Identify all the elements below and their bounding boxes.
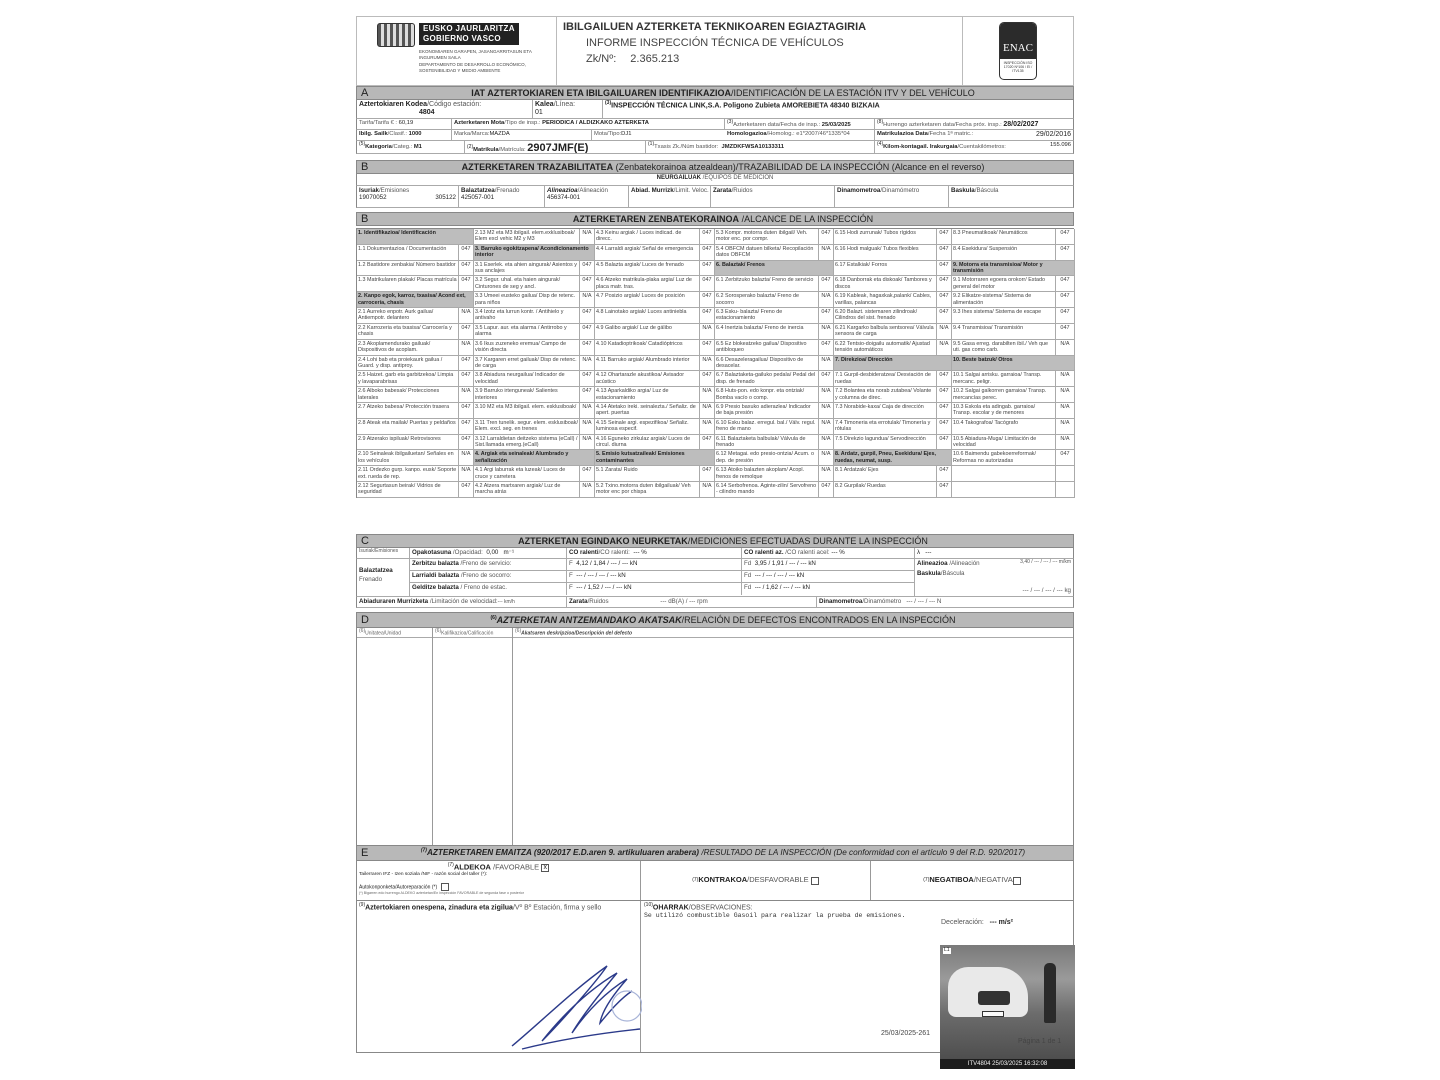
scope-item-result: N/A: [580, 229, 595, 245]
scope-item-result: 047: [459, 356, 474, 372]
scope-item-result: N/A: [819, 387, 834, 403]
scope-item-label: 4.15 Seinale argi. espezifikoa/ Señaliz. luminosa especif.: [595, 419, 700, 435]
vin-number: JMZDKFWSA10133311: [721, 143, 784, 150]
vehicle-brand: MAZDA: [489, 131, 510, 137]
defects-table: (6)Unitatea/Unidad (6)Kalifikazioa/Calificación (6)Akatsaren deskripzioa/Descripción del defecto: [356, 628, 1074, 845]
scope-section-header: 1. Identifikazioa/ Identificación: [357, 229, 474, 245]
scope-item-label: 4.6 Atzeko matrikula-plaka argia/ Luz de placa matr. tras.: [595, 276, 700, 292]
license-plate: 2907JMF(E): [527, 142, 589, 153]
scope-item-label: 2.4 Lohi bab eta proiekaurk gailua / Guard. y disp. antiproy.: [357, 356, 459, 372]
equip-noise: Zarata/Ruidos: [711, 186, 835, 207]
scope-item-label: 7.1 Gurpil-desbideratzea/ Desviación de ruedas: [834, 371, 937, 387]
scope-item-label: 9.3 Ihes sistema/ Sistema de escape: [952, 308, 1056, 324]
alignment-value: 3,40 / --- / --- / --- m/km: [1020, 559, 1071, 565]
emissions-row: Isuriak/Emisiones Opakotasuna /Opacidad: 0,00 m⁻¹ CO ralenti/CO ralenti: --- % CO ralenti az. /CO ralenti acel: --- % λ ---: [356, 548, 1074, 559]
scope-item-result: 047: [819, 482, 834, 498]
scope-item-label: 3.6 Ikus zuzeneko eremua/ Campo de visión directa: [474, 340, 580, 356]
id-row: (5)Kategoria/Categ.: M1 (2)Matrikula/Matrícula: 2907JMF(E) (1)Txasis Zk./Núm bastidor: JMZDKFWSA10133311 (4)Kilom-kontagail. Irakurgaia/Cuentakilómetros: 155.096: [356, 141, 1074, 154]
inspection-date: 25/03/2025: [821, 121, 851, 128]
scope-item-result: 047: [819, 276, 834, 292]
scope-item-label: 8.3 Pneumatikoak/ Neumáticos: [952, 229, 1056, 245]
scope-item-result: 047: [580, 308, 595, 324]
scope-item-result: N/A: [1056, 387, 1075, 403]
scope-item-label: 10.2 Salgai galkorren garraioa/ Transp. mercancías perec.: [952, 387, 1056, 403]
page-number: Página 1 de 1: [1018, 1038, 1062, 1045]
equipment-row: [356, 186, 1074, 208]
scope-item-result: 047: [700, 371, 715, 387]
co-idle-value: --- %: [633, 549, 647, 556]
scope-item-result: 047: [459, 435, 474, 451]
scope-section-header: 9. Motorra eta transmisioa/ Motor y transmisión: [952, 261, 1075, 277]
scope-item-label: 6.3 Esku- balazta/ Freno de estacionamiento: [715, 308, 819, 324]
emergency-brake-force: --- / --- / --- / --- kN: [576, 572, 626, 579]
scope-item-label: 6.17 Estalkiak/ Forros: [834, 261, 937, 277]
section-a-header: A IAT AZTERTOKIAREN ETA IBILGAILUAREN IDENTIFIKAZIOA/IDENTIFICACIÓN DE LA ESTACIÓN ITV Y DEL VEHÍCULO: [356, 86, 1074, 100]
scope-item-result: N/A: [580, 292, 595, 308]
scope-item-label: 6.19 Kableak, hagaxkak,palank/ Cables, varillas, palancas: [834, 292, 937, 308]
result-unfavorable: (7) KONTRAKOA /DESFAVORABLE: [641, 861, 871, 900]
negative-checkbox[interactable]: [1013, 877, 1021, 885]
scope-item-result: 047: [1056, 229, 1075, 245]
scope-item-label: 3.4 Izotz eta lurrun kontr. / Antihielo y antivaho: [474, 308, 580, 324]
scope-item-result: N/A: [700, 387, 715, 403]
scope-item-label: 2.5 Haizet. garb eta garbitzekoa/ Limpia y lavaparabrisas: [357, 371, 459, 387]
scope-item-result: [1056, 466, 1075, 482]
gov-name: EUSKO JAURLARITZA GOBIERNO VASCO: [419, 23, 519, 45]
equip-dynamometer: Dinamometroa/Dinamómetro: [835, 186, 949, 207]
scope-item-label: 6.12 Metagai. edo presio-ontzia/ Acum. o dep. de presión: [715, 450, 819, 466]
scope-item-label: 2.12 Segurtasun beirak/ Vidrios de seguridad: [357, 482, 459, 498]
equip-alignment: Alineazioa/Alineación 456374-001: [545, 186, 629, 207]
observations-box: $^{(10)}$OHARRAK/OBSERVACIONES: Se utilizó combustible Gasoil para realizar la prueba de emisiones. Deceleración: --- m/s²: [644, 902, 1013, 926]
scope-item-label: 6.13 Atoiko balazten akoplam/ Acopl. frenos de remolque: [715, 466, 819, 482]
scope-item-label: 5.4 OBFCM datuen bilketa/ Recopilación datos OBFCM: [715, 245, 819, 261]
scope-item-label: 2.7 Atzeko babesa/ Protección trasera: [357, 403, 459, 419]
scope-item-label: 2.8 Ateak eta mailak/ Puertas y peldaños: [357, 419, 459, 435]
scope-item-label: 1.2 Bastidore zenbakia/ Número bastidor: [357, 261, 459, 277]
scope-item-label: 6.21 Kargarko balbula sentsorea/ Válvula sensora de carga: [834, 324, 937, 340]
scope-item-result: 047: [580, 261, 595, 277]
equip-speed-limit: Abiad. Murrizk/Limit. Veloc.: [629, 186, 711, 207]
scope-item-label: 3.8 Abiadura neurgailua/ Indicador de velocidad: [474, 371, 580, 387]
scope-item-label: 4.5 Balazta argiak/ Luces de frenado: [595, 261, 700, 277]
title-basque: IBILGAILUEN AZTERKETA TEKNIKOAREN EGIAZTAGIRIA: [563, 21, 867, 33]
scope-item-label: 4.2 Atzera martxaren argiak/ Luz de marcha atrás: [474, 482, 580, 498]
scope-item-label: 2.3 Akoplamendurako gailuak/ Dispositivos de acoplam.: [357, 340, 459, 356]
scope-item-label: 9.1 Motorraren egoera orokorr/ Estado general del motor: [952, 276, 1056, 292]
scope-item-result: 047: [1056, 450, 1075, 466]
parking-brake-force: --- / 1,52 / --- / --- kN: [576, 584, 632, 591]
basque-government-logo: [357, 17, 557, 85]
scope-item-label: 1.1 Dokumentazioa / Documentación: [357, 245, 459, 261]
scope-item-result: 047: [459, 245, 474, 261]
scope-item-label: 2.9 Atzerako ispiluak/ Retrovisores: [357, 435, 459, 451]
scope-item-label: 6.20 Balazt. sistemaren zilindroak/ Cilindros del sist. frenado: [834, 308, 937, 324]
scale-value: --- / --- / --- / --- kg: [1022, 586, 1071, 594]
scope-item-result: 047: [937, 435, 952, 451]
scope-item-label: 9.5 Gasa erreg. darabilten ibil./ Veh que uti. gas como carb.: [952, 340, 1056, 356]
scope-item-label: 6.9 Presio baxuko adierazlea/ Indicador de baja presión: [715, 403, 819, 419]
opacity-value: 0,00: [486, 549, 499, 556]
scope-item-result: N/A: [819, 292, 834, 308]
enac-logo-icon: ENAC INSPECCIÓN ISO 17020 Nº106 / EI / ITV135: [999, 22, 1037, 80]
scope-item-result: 047: [819, 340, 834, 356]
parking-brake-imbalance: --- / 1,62 / --- / --- kN: [754, 584, 811, 591]
scope-item-label: 6.7 Balaztaketa-gailuko pedala/ Pedal del disp. de frenado: [715, 371, 819, 387]
vehicle-type: DJ1: [621, 131, 632, 137]
station-row: [356, 100, 1074, 119]
enac-badge: [963, 17, 1073, 85]
homologation: e1*2007/46*1335*04: [796, 131, 850, 137]
scope-item-result: N/A: [580, 419, 595, 435]
line-number: 01: [535, 109, 543, 117]
scope-item-label: 7.2 Bolantea eta norab zutabea/ Volante y columna de direc.: [834, 387, 937, 403]
scope-item-result: 047: [700, 229, 715, 245]
scope-item-label: 2.11 Ordezko gurp. kanpo. eusk/ Soporte ext. rueda de rep.: [357, 466, 459, 482]
scope-item-label: 10.5 Abiadura-Muga/ Limitación de velocidad: [952, 435, 1056, 451]
signature-icon: [502, 961, 642, 1051]
scope-item-result: 047: [937, 261, 952, 277]
deceleration: Deceleración: --- m/s²: [941, 919, 1013, 926]
scope-item-result: N/A: [819, 450, 834, 466]
scope-item-label: 6.4 Inertzia balazta/ Freno de inercia: [715, 324, 819, 340]
scope-item-result: N/A: [700, 356, 715, 372]
scope-item-result: 047: [1056, 324, 1075, 340]
scope-item-result: 047: [459, 482, 474, 498]
scope-item-result: N/A: [459, 308, 474, 324]
favorable-checkbox[interactable]: x: [541, 864, 549, 872]
scope-item-result: N/A: [819, 356, 834, 372]
scope-item-result: 047: [700, 466, 715, 482]
scope-section-header: 6. Balaztak/ Frenos: [715, 261, 834, 277]
alignment-row: Alineazioa /Alineación 3,40 / --- / --- / --- m/km: [917, 559, 1071, 567]
scope-item-result: 047: [1056, 245, 1075, 261]
scope-item-label: 4.11 Barruko argiak/ Alumbrado interior: [595, 356, 700, 372]
vehicle-category: M1: [413, 143, 422, 150]
scope-item-result: N/A: [1056, 403, 1075, 419]
scope-item-label: 4.16 Eguneko zirkulaz argiak/ Luces de circul. diurna: [595, 435, 700, 451]
scope-item-label: 4.8 Lainotako argiak/ Luces antiniebla: [595, 308, 700, 324]
equipment-title-row: NEURGAILUAK /EQUIPOS DE MEDICIÓN: [356, 174, 1074, 186]
registration-date: 29/02/2016: [1035, 131, 1071, 138]
scope-item-result: 047: [937, 229, 952, 245]
lane-label: L1: [944, 947, 950, 953]
scope-item-label: 6.22 Tentsio-doigailu automatik/ Ajustad tensión automáticos: [834, 340, 937, 356]
scope-item-result: 047: [459, 371, 474, 387]
scope-item-label: 3.3 Umeei eusteko gailua/ Disp de retenc. para niños: [474, 292, 580, 308]
scope-item-result: 047: [700, 308, 715, 324]
scope-item-result: 047: [580, 340, 595, 356]
scope-item-label: 10.3 Eskola eta adingab. garraioa/ Transp. escolar y de menores: [952, 403, 1056, 419]
scope-item-label: 9.4 Transmisioa/ Transmisión: [952, 324, 1056, 340]
scope-item-label: 2.13 M2 eta M3 ibilgail. elem.exklusiboak/ Elem excl vehic M2 y M3: [474, 229, 580, 245]
scope-item-label: 4.4 Larraldi argiak/ Señal de emergencia: [595, 245, 700, 261]
scope-item-result: 047: [1056, 308, 1075, 324]
scope-item-result: N/A: [819, 403, 834, 419]
scope-item-label: 2.10 Seinaleak ibilgailuetan/ Señales en los vehículos: [357, 450, 459, 466]
scope-item-result: 047: [700, 261, 715, 277]
scope-item-result: N/A: [1056, 435, 1075, 451]
scope-item-label: 3.2 Segur. uhal. eta haien aingurak/ Cinturones de seg y ancl.: [474, 276, 580, 292]
scope-item-label: 7.3 Norabide-kaxa/ Caja de dirección: [834, 403, 937, 419]
signature-box: $^{(9)}$Aztertokiaren onespena, zinadura eta zigilua/Vº Bº Estación, firma y sello: [357, 901, 641, 1052]
scope-item-label: 8.1 Ardatzak/ Ejes: [834, 466, 937, 482]
scope-item-result: 047: [819, 371, 834, 387]
scope-item-result: 047: [580, 387, 595, 403]
observations-text: Se utilizó combustible Gasoil para realizar la prueba de emisiones.: [644, 912, 906, 920]
scope-item-result: N/A: [580, 356, 595, 372]
scope-item-result: 047: [1056, 276, 1075, 292]
scope-item-result: 047: [937, 419, 952, 435]
scope-item-label: 2.6 Alboko babesak/ Protecciones laterales: [357, 387, 459, 403]
scope-item-result: 047: [700, 276, 715, 292]
lambda-value: ---: [925, 549, 932, 556]
scope-item-result: 047: [937, 482, 952, 498]
report-number: Zk/Nº: 2.365.213: [586, 53, 680, 66]
scope-item-label: 1.3 Matrikularen plakak/ Placas matrícula: [357, 276, 459, 292]
braking-block: Balaztatzea Frenado Zerbitzu balazta /Freno de servicio: F 4,12 / 1,84 / --- / --- kN Fd 3,95 / 1,91 / --- / --- kN Larrialdi balazta /Freno de socorro: F --- / --- / --- / --- kN Fd --- / --- / --- / --- kN Gelditze balazta / Freno de estac. F --- / 1,52 / --- / --- kN Fd --- / 1,62 / --- / --- kN Alineazioa /Alineación 3,40 / --- / --- / --- m/km Baskula/Báscula --- / --- / --- / --- kg: [356, 559, 1074, 597]
inspection-row: Tarifa/Tarifa € : 60,19 Azterketaren Mota/Tipo de insp.: PERIODICA / ALDIZKAKO AZTERKETA (3)Azterketaren data/Fecha de insp.: 25/03/2025 (8)Hurrengo azterketaren data/Fecha próx. insp.: 28/02/2027: [356, 119, 1074, 130]
scope-section-header: 8. Ardatz, gurpil, Pneu, Esekidura/ Ejes, ruedas, neumat, susp.: [834, 450, 952, 466]
station-code: 4804: [419, 109, 435, 117]
scope-item-result: 047: [937, 371, 952, 387]
scope-item-label: 6.14 Serbofrenoa. Agintе-zilin/ Servofreno - cilindro mando: [715, 482, 819, 498]
self-repair-checkbox[interactable]: [441, 883, 449, 891]
noise-value: --- dB(A) / --- rpm: [660, 598, 708, 605]
scope-item-label: 2.1 Aurreko enpotr. Aurk gailua/ Antiempotr. delantero: [357, 308, 459, 324]
equip-scale: Baskula/Báscula: [951, 187, 999, 194]
scope-item-label: 4.3 Keinu argiak / Luces indicad. de direcc.: [595, 229, 700, 245]
scope-item-label: 6.10 Esku balaz. erregul. bal./ Válv. regul. freno de mano: [715, 419, 819, 435]
scope-item-result: 047: [937, 403, 952, 419]
scope-section-header: 10. Beste batzuk/ Otros: [952, 356, 1075, 372]
station-code-cell: Aztertokiaren Kodea/Código estación: 4804: [357, 100, 533, 118]
scope-item-result: N/A: [459, 340, 474, 356]
scope-item-result: N/A: [937, 340, 952, 356]
scope-item-result: N/A: [819, 245, 834, 261]
scope-item-result: N/A: [1056, 371, 1075, 387]
scope-item-label: 4.1 Argi laburrak eta luzeak/ Luces de cruce y carretera: [474, 466, 580, 482]
scope-item-label: 6.1 Zerbitzuko balazta/ Freno de servicio: [715, 276, 819, 292]
section-c-header: C AZTERKETAN EGINDAKO NEURKETAK/MEDICIONES EFECTUADAS DURANTE LA INSPECCIÓN: [356, 534, 1074, 548]
scope-item-label: 3.11 Tren tunelik. segur. elem. esklusiboak/ Elem. excl. seg. en trenes: [474, 419, 580, 435]
equip-emissions: Isuriak/Emisiones 19070052 305122: [357, 186, 459, 207]
scope-item-result: N/A: [700, 403, 715, 419]
scope-item-result: N/A: [459, 387, 474, 403]
scope-item-label: 9.2 Elikatze-sistema/ Sistema de alimentación: [952, 292, 1056, 308]
scope-item-result: N/A: [700, 482, 715, 498]
scope-item-label: 5.2 Txino.motorra duten ibilgailuak/ Veh motor enc por chispa: [595, 482, 700, 498]
scope-item-result: 047: [700, 435, 715, 451]
scope-item-result: N/A: [700, 324, 715, 340]
emergency-brake-row: Larrialdi balazta /Freno de socorro: F --- / --- / --- / --- kN Fd --- / --- / --- / --- kN: [410, 571, 914, 583]
scope-item-label: 3.10 M2 eta M3 ibilgail. elem. esklusiboak/: [474, 403, 580, 419]
section-b-scope-header: B AZTERKETAREN ZENBATEKORAINOA /ALCANCE DE LA INSPECCIÓN: [356, 212, 1074, 226]
next-inspection-date: 28/02/2027: [1003, 120, 1039, 128]
inspection-report: [356, 16, 1074, 1067]
scope-item-result: 047: [700, 340, 715, 356]
photo-timestamp: ITV4804 25/03/2025 16:32:08: [940, 1059, 1075, 1069]
scope-item-result: 047: [819, 229, 834, 245]
scope-item-label: 5.3 Kompr. motorra duten ibilgail/ Veh. motor enc. por compr.: [715, 229, 819, 245]
scope-item-result: 047: [580, 466, 595, 482]
scope-item-result: 047: [937, 466, 952, 482]
scope-item-label: 6.6 Desazeleragailua/ Dispositivo de desacelar.: [715, 356, 819, 372]
scope-item-label: [952, 466, 1056, 482]
speed-limit-value: --- km/h: [497, 599, 515, 605]
scope-item-result: N/A: [1056, 419, 1075, 435]
inspection-scope-grid: [356, 228, 1074, 498]
scope-item-result: N/A: [700, 419, 715, 435]
scope-item-result: N/A: [580, 403, 595, 419]
scope-item-result: N/A: [819, 419, 834, 435]
scope-item-result: 047: [459, 419, 474, 435]
service-brake-force: 4,12 / 1,84 / --- / --- kN: [576, 560, 638, 567]
scope-section-header: 5. Emisio kutsatzaileak/ Emisiones contaminantes: [595, 450, 715, 466]
scope-item-label: 6.11 Balaztaketa balbulak/ Válvula de frenado: [715, 435, 819, 451]
gov-department: EKONOMIAREN GARAPEN, JASANGARRITASUN ETA INGURUMEN SAILA DEPARTAMENTO DE DESARROLLO ECONÓMICO, SOSTENIBILIDAD Y MEDIO AMBIENTE: [419, 49, 532, 73]
scope-item-result: 047: [700, 245, 715, 261]
scope-item-label: 6.2 Sorosperako balazta/ Freno de socorro: [715, 292, 819, 308]
scope-item-result: N/A: [1056, 340, 1075, 356]
scope-item-result: N/A: [937, 324, 952, 340]
scope-item-result: [1056, 482, 1075, 498]
scope-item-result: N/A: [580, 435, 595, 451]
scope-item-result: 047: [580, 324, 595, 340]
scope-item-label: 4.10 Katadioptrikoak/ Catadióptricos: [595, 340, 700, 356]
coat-of-arms-icon: [377, 23, 415, 47]
scope-item-result: 047: [937, 276, 952, 292]
scope-item-result: N/A: [819, 324, 834, 340]
scope-item-label: 3.1 Eserlek. eta ahien aingurak/ Asientos y sus anclajes: [474, 261, 580, 277]
equip-braking: Balaztatzea/Frenado 425057-001: [459, 186, 545, 207]
unfavorable-checkbox[interactable]: [811, 877, 819, 885]
scope-item-label: 3.9 Barruko irtenguneak/ Salientes interiores: [474, 387, 580, 403]
section-d-header: D $^{(6)}$AZTERKETAN ANTZEMANDAKO AKATSAK/RELACIÓN DE DEFECTOS ENCONTRADOS EN LA INSPECCIÓN: [356, 612, 1074, 628]
section-e-header: E $^{(7)}$AZTERKETAREN EMAITZA (920/2017 E.D.aren 9. artikuluaren arabera) /RESULTADO DE LA INSPECCIÓN (De conformidad con el artículo 9 del R.D. 920/2017): [356, 845, 1074, 861]
scope-section-header: 3. Barruko egokitzapena/ Acondicionamento interior: [474, 245, 595, 261]
scope-item-result: 047: [937, 245, 952, 261]
reference-code: 25/03/2025-261: [881, 1030, 931, 1037]
scope-item-result: 047: [1056, 292, 1075, 308]
dyno-value: --- / --- / --- N: [906, 598, 942, 605]
vehicle-photo: [940, 945, 1075, 1069]
scope-item-label: 10.1 Salgai arrisku. garraioa/ Transp. mercanc. peligr.: [952, 371, 1056, 387]
result-negative: (7) NEGATIBOA /NEGATIVA: [871, 861, 1073, 900]
scope-item-result: 047: [580, 371, 595, 387]
scope-item-result: N/A: [459, 466, 474, 482]
line-cell: Kalea/Línea: 01: [533, 100, 603, 118]
deceleration-value: --- m/s²: [989, 919, 1013, 926]
scope-item-label: 5.1 Zarata/ Ruido: [595, 466, 700, 482]
scope-item-result: N/A: [819, 466, 834, 482]
scope-item-label: 6.5 Ez blokeatzeko gailua/ Dispositivo antibloqueo: [715, 340, 819, 356]
scope-item-label: 6.15 Hodi zurrunak/ Tubos rígidos: [834, 229, 937, 245]
scope-item-result: 047: [700, 292, 715, 308]
scope-section-header: 7. Direkzioa/ Dirección: [834, 356, 952, 372]
scope-item-result: 047: [937, 387, 952, 403]
speed-noise-dyno-row: Abiaduraren Murrizketa /Limitación de velocidad:--- km/h Zarata/Ruidos --- dB(A) / --- rpm Dinamometroa/Dinamómetro --- / --- / --- N: [356, 597, 1074, 608]
scope-item-label: 7.5 Direkzio lagundua/ Servodirección: [834, 435, 937, 451]
scope-item-label: 2.2 Karrozeria eta txasisa/ Carrocería y chasis: [357, 324, 459, 340]
scope-item-label: 3.7 Kargaren erret gailuak/ Disp de retenc. de carga: [474, 356, 580, 372]
scope-item-result: 047: [459, 261, 474, 277]
service-brake-row: Zerbitzu balazta /Freno de servicio: F 4,12 / 1,84 / --- / --- kN Fd 3,95 / 1,91 / --- / --- kN: [410, 559, 914, 571]
scope-item-label: 8.2 Gurpilak/ Ruedas: [834, 482, 937, 498]
title-spanish: INFORME INSPECCIÓN TÉCNICA DE VEHÍCULOS: [586, 36, 844, 49]
station-name: $^{(3)}$INSPECCIÓN TÉCNICA LINK,S.A. Poligono Zubieta AMOREBIETA 48340 BIZKAIA: [605, 100, 880, 110]
co-idle-accel-value: --- %: [831, 549, 845, 556]
vehicle-class: 1000: [408, 131, 422, 137]
scope-item-result: 047: [937, 308, 952, 324]
scope-item-result: 047: [459, 324, 474, 340]
scope-item-result: 047: [937, 292, 952, 308]
scope-item-label: 6.8 Huts-pon. edo konpr. eta ontziak/ Bomba vacío o comp.: [715, 387, 819, 403]
scope-item-label: 10.4 Takografoa/ Tacógrafo: [952, 419, 1056, 435]
parking-brake-row: Gelditze balazta / Freno de estac. F --- / 1,52 / --- / --- kN Fd --- / 1,62 / --- / --- kN: [410, 583, 914, 595]
scope-item-label: 4.14 Atetako ireki. seinaleztа./ Señaliz. de apert. puertas: [595, 403, 700, 419]
vehicle-row: Ibilg. Sailk/Clasif.: 1000 Marka/Marca:MAZDA Mota/Tipo:DJ1 Homologazioa/Homolog.: e1*2007/46*1335*04 Matrikulazioa Data/Fecha 1ª matric.: 29/02/2016: [356, 130, 1074, 141]
scope-item-label: 6.16 Hodi malguak/ Tubos flexibles: [834, 245, 937, 261]
scope-item-result: 047: [580, 276, 595, 292]
scope-item-result: 047: [459, 276, 474, 292]
scope-item-label: 4.9 Galibo argiak/ Luz de gálibo: [595, 324, 700, 340]
scope-item-result: 047: [819, 308, 834, 324]
scope-item-label: 8.4 Esekidura/ Suspensión: [952, 245, 1056, 261]
scope-item-label: 3.12 Larraldietan deitzeko sistema (eCall) / Sist.llamada emerg.(eCall): [474, 435, 580, 451]
section-b-traceability-header: B AZTERKETAREN TRAZABILITATEA (Zenbatekorainoa atzealdean)/TRAZABILIDAD DE LA INSPECCIÓN (Alcance en el reverso): [356, 160, 1074, 174]
emergency-brake-imbalance: --- / --- / --- / --- kN: [754, 572, 805, 579]
scope-item-label: 7.4 Timoneria eta errotulak/ Timonería y rótulas: [834, 419, 937, 435]
scope-item-result: N/A: [459, 450, 474, 466]
scope-item-label: 4.7 Posizio argiak/ Luces de posición: [595, 292, 700, 308]
scope-section-header: 2. Kanpo egok, karroz, txasisa/ Acond ext, carrocería, chasis: [357, 292, 474, 308]
scope-item-result: N/A: [580, 482, 595, 498]
report-title-block: [557, 17, 963, 85]
report-header: [356, 16, 1074, 86]
scope-item-result: N/A: [819, 435, 834, 451]
result-row: [356, 861, 1074, 901]
scope-item-label: 10.6 Baimendu gabekoerreformak/ Reformas no autorizadas: [952, 450, 1056, 466]
scope-item-label: 3.5 Lapur. aur. eta alarma / Antirrobo y alarma: [474, 324, 580, 340]
scope-item-label: 4.13 Aparkaldiko argia/ Luz de estacionamiento: [595, 387, 700, 403]
scope-item-label: 6.18 Danborrak eta diskoak/ Tambores y discos: [834, 276, 937, 292]
odometer-reading: 155.096: [1050, 142, 1071, 148]
result-favorable: $^{(7)}$ALDEKOA /FAVORABLE x Tailerraren IFZ - Izen soziala /NIF - razón social del taller (*): Autokonponketa/Autoreparación (*) (*) Bigarren edo hurrengo ALDEKO azterketan/En inspección FAVORABLE de segunda fase o posterior: [357, 861, 641, 900]
scope-item-label: 4.12 Ohartarazle akustikoa/ Avisador acústico: [595, 371, 700, 387]
scope-item-label: [952, 482, 1056, 498]
inspection-type: PERIODICA / ALDIZKAKO AZTERKETA: [542, 120, 649, 126]
scope-section-header: 4. Argiak eta seinaleak/ Alumbrado y señalización: [474, 450, 595, 466]
scope-item-result: 047: [459, 403, 474, 419]
service-brake-imbalance: 3,95 / 1,91 / --- / --- kN: [754, 560, 816, 567]
tariff-value: 60,19: [398, 120, 414, 126]
